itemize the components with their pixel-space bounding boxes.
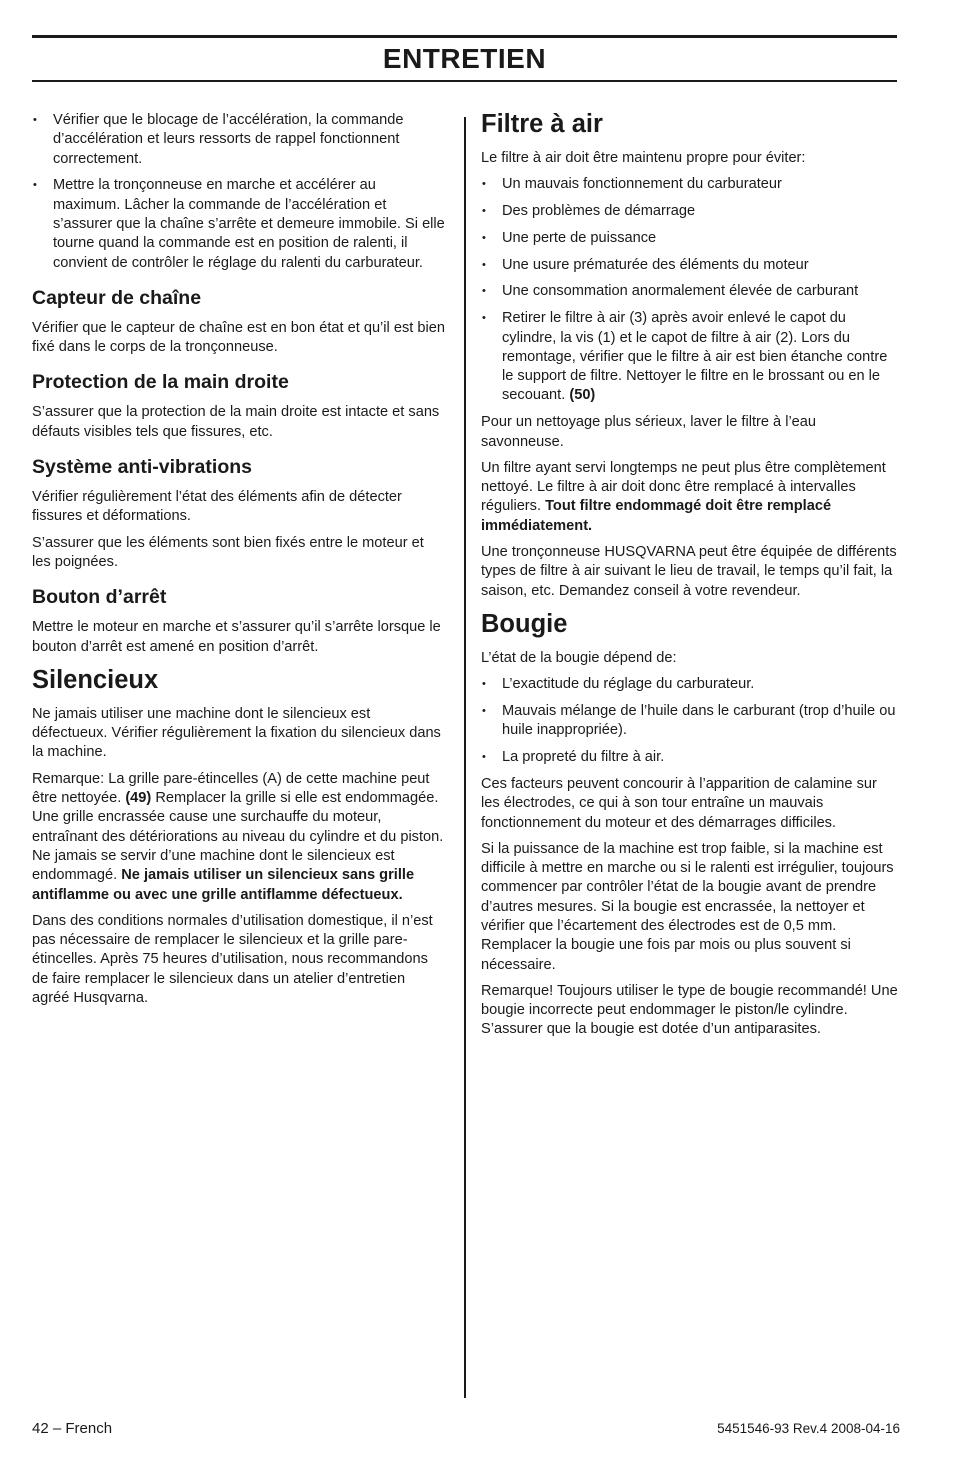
chain-catcher-heading: Capteur de chaîne xyxy=(32,286,202,309)
list-item: • Mettre la tronçonneuse en marche et accélérer au maximum. Lâcher la commande de l’accélération et s’assurer que la chaîne s’arrête et demeure immobile. Si elle tourne quand la commande est en position de ralenti, il convient de contrôler le réglage du ralenti du carburateur. xyxy=(32,176,446,272)
list-item: • La propreté du filtre à air. xyxy=(481,748,899,767)
chain-catcher-text: Vérifier que le capteur de chaîne est en bon état et qu’il est bien fixé dans le corps de la tronçonneuse. xyxy=(32,319,445,356)
page-number: 42 – French xyxy=(32,1420,113,1437)
list-item: • Un mauvais fonctionnement du carburateur xyxy=(481,175,899,194)
list-item: • Une usure prématurée des éléments du moteur xyxy=(481,256,899,275)
figure-ref-50: (50) xyxy=(569,387,596,404)
intro-bullet-list xyxy=(32,111,446,273)
right-column xyxy=(481,111,899,1047)
air-filter-bullet-list xyxy=(481,175,899,405)
anti-vibration-text-1: Vérifier régulièrement l’état des éléments afin de détecter fissures et déformations. xyxy=(32,489,402,525)
column-divider xyxy=(464,117,466,1398)
muffler-text-2 xyxy=(32,770,446,905)
list-item: • Une consommation anormalement élevée de carburant xyxy=(481,282,899,301)
air-filter-intro: Le filtre à air doit être maintenu propre pour éviter: xyxy=(481,150,806,166)
page-title: ENTRETIEN xyxy=(382,43,547,74)
spark-plug-intro: L’état de la bougie dépend de: xyxy=(481,649,677,666)
air-filter-text-1: Pour un nettoyage plus sérieux, laver le filtre à l’eau savonneuse. xyxy=(481,414,817,450)
right-hand-guard-text: S’assurer que la protection de la main droite est intacte et sans défauts visibles tels que fissures, etc. xyxy=(32,404,440,440)
list-item: • Une perte de puissance xyxy=(481,229,899,248)
air-filter-remove-text: Retirer le filtre à air (3) après avoir enlevé le capot du cylindre, la vis (1) et le capot de filtre à air (2). Lors du remontage, vérifier que le filtre à air est bien étanche contre le support de filtre. Nettoyer le filtre en le brossant ou en le secouant. xyxy=(502,310,888,404)
left-column xyxy=(32,111,446,1015)
muffler-text-2c: Remplacer la grille si elle est endommagée. Une grille encrassée cause une surchauffe du moteur, entraînant des détériorations au niveau du cylindre et du piston. Ne jamais se servir d’une machine dont le silencieux est endommagé. xyxy=(32,790,444,884)
right-hand-guard-heading: Protection de la main droite xyxy=(32,371,289,394)
figure-ref-49: (49) xyxy=(125,790,152,807)
header-rule-bottom xyxy=(32,80,897,82)
air-filter-text-2a: Un filtre ayant servi longtemps ne peut plus être complètement nettoyé. Le filtre à air doit donc être remplacé à intervalles réguliers. xyxy=(481,459,886,515)
list-item: • Vérifier que le blocage de l’accélération, la commande d’accélération et leurs ressorts de rappel fonctionnent correctement. xyxy=(32,111,446,169)
air-filter-text-3: Une tronçonneuse HUSQVARNA peut être équipée de différents types de filtre à air suivant le lieu de travail, le temps qu’il fait, la saison, etc. Demandez conseil à votre revendeur. xyxy=(481,544,897,599)
spark-plug-text-1: Ces facteurs peuvent concourir à l’apparition de calamine sur les électrodes, ce qui à son tour entraîne un mauvais fonctionnement du moteur et des démarrages difficiles. xyxy=(481,775,877,831)
list-item: • Mauvais mélange de l’huile dans le carburant (trop d’huile ou huile inappropriée). xyxy=(481,702,899,741)
muffler-heading: Silencieux xyxy=(32,665,159,694)
list-item: • L’exactitude du réglage du carburateur. xyxy=(481,675,899,694)
spark-plug-text-2: Si la puissance de la machine est trop faible, si la machine est difficile à mettre en marche ou si le ralenti est irrégulier, toujours commencer par contrôler l’état de la bougie avant de prendre d’autres mesures. Si la bougie est encrassée, la nettoyer et vérifier que l’écartement des électrodes est de 0,5 mm. Remplacer la bougie une fois par mois ou plus souvent si nécessaire. xyxy=(481,840,894,973)
stop-switch-text: Mettre le moteur en marche et s’assurer qu’il s’arrête lorsque le bouton d’arrêt est amené en position d’arrêt. xyxy=(32,619,441,655)
list-item xyxy=(481,309,899,405)
anti-vibration-text-2: S’assurer que les éléments sont bien fixés entre le moteur et les poignées. xyxy=(32,534,424,570)
muffler-text-1: Ne jamais utiliser une machine dont le silencieux est défectueux. Vérifier régulièrement la fixation du silencieux dans la machine. xyxy=(32,705,441,761)
air-filter-warning: Tout filtre endommagé doit être remplacé immédiatement. xyxy=(481,498,832,534)
list-item: • Des problèmes de démarrage xyxy=(481,202,899,221)
stop-switch-heading: Bouton d’arrêt xyxy=(32,586,167,609)
muffler-warning: Ne jamais utiliser un silencieux sans grille antiflamme ou avec une grille antiflamme défectueux. xyxy=(32,867,415,903)
spark-plug-text-3: Remarque! Toujours utiliser le type de bougie recommandé! Une bougie incorrecte peut endommager le piston/le cylindre. S’assurer que la bougie est dotée d’un antiparasites. xyxy=(481,982,898,1038)
air-filter-text-2 xyxy=(481,459,899,536)
spark-plug-bullet-list xyxy=(481,675,899,767)
muffler-text-3: Dans des conditions normales d’utilisation domestique, il n’est pas nécessaire de remplacer le silencieux et la grille pare-étincelles. Après 75 heures d’utilisation, nous recommandons de faire remplacer le silencieux dans un atelier d’entretien agréé Husqvarna. xyxy=(32,912,433,1006)
muffler-text-2a: Remarque: La grille pare-étincelles (A) de cette machine peut être nettoyée. xyxy=(32,770,430,807)
anti-vibration-heading: Système anti-vibrations xyxy=(32,456,252,479)
air-filter-heading: Filtre à air xyxy=(481,110,603,138)
spark-plug-heading: Bougie xyxy=(481,609,568,638)
document-id: 5451546-93 Rev.4 2008-04-16 xyxy=(717,1421,900,1436)
header-rule-top xyxy=(32,35,897,38)
